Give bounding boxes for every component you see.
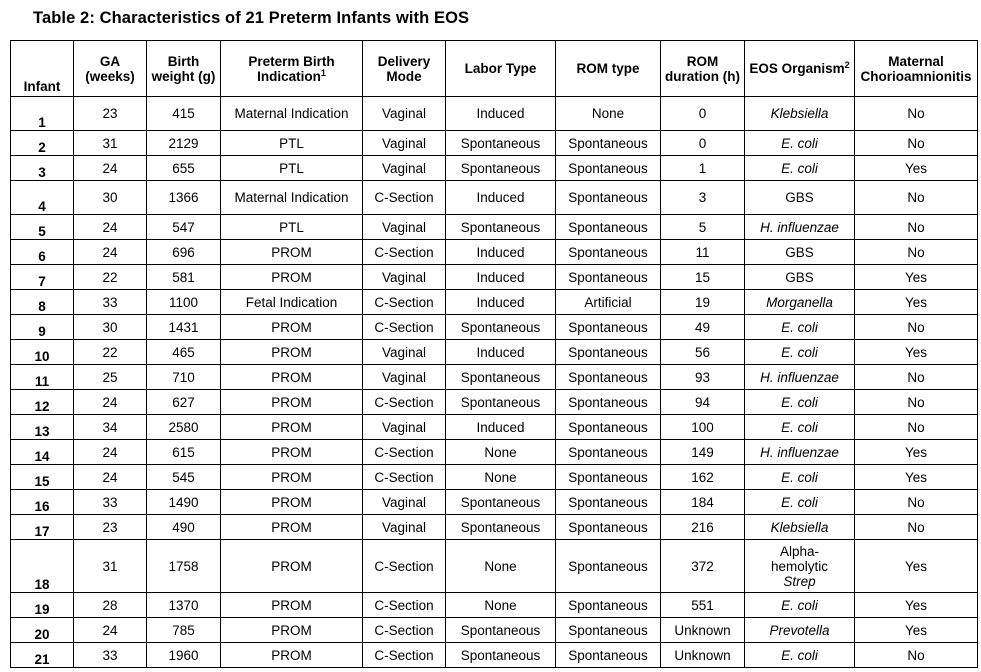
- cell-ga: 24: [74, 156, 147, 181]
- header-delivery-mode: Delivery Mode: [363, 41, 446, 97]
- cell-rom-duration: 5: [661, 215, 745, 240]
- cell-rom-duration: 216: [661, 515, 745, 540]
- cell-birth-weight: 615: [147, 440, 221, 465]
- cell-indication: PROM: [221, 415, 363, 440]
- cell-ga: 23: [74, 97, 147, 131]
- header-organism-label: EOS Organism: [749, 61, 845, 76]
- table-row: [11, 465, 978, 490]
- table-row: [11, 215, 978, 240]
- cell-infant: 8: [11, 290, 74, 315]
- cell-delivery-mode: C-Section: [363, 540, 446, 593]
- cell-rom-type: Spontaneous: [556, 593, 661, 618]
- cell-birth-weight: 785: [147, 618, 221, 643]
- cell-infant: 4: [11, 181, 74, 215]
- cell-chorioamnionitis: Yes: [855, 540, 978, 593]
- cell-rom-type: Spontaneous: [556, 131, 661, 156]
- cell-rom-duration: 372: [661, 540, 745, 593]
- cell-rom-type: Spontaneous: [556, 265, 661, 290]
- cell-infant: 18: [11, 540, 74, 593]
- cell-infant: 6: [11, 240, 74, 265]
- cell-chorioamnionitis: Yes: [855, 156, 978, 181]
- cell-birth-weight: 2129: [147, 131, 221, 156]
- cell-chorioamnionitis: No: [855, 365, 978, 390]
- cell-infant: 21: [11, 643, 74, 668]
- header-indication: [221, 41, 363, 97]
- cell-chorioamnionitis: No: [855, 97, 978, 131]
- cell-chorioamnionitis: Yes: [855, 440, 978, 465]
- cell-delivery-mode: C-Section: [363, 390, 446, 415]
- cell-delivery-mode: Vaginal: [363, 365, 446, 390]
- cell-ga: 30: [74, 315, 147, 340]
- cell-labor-type: Induced: [446, 181, 556, 215]
- cell-ga: 30: [74, 181, 147, 215]
- cell-labor-type: Induced: [446, 415, 556, 440]
- cell-infant: 11: [11, 365, 74, 390]
- cell-ga: 34: [74, 415, 147, 440]
- header-chorioamnionitis: Maternal Chorioamnionitis: [855, 41, 978, 97]
- cell-organism: GBS: [745, 265, 855, 290]
- organism-line: Alpha-: [779, 543, 820, 559]
- table-row: [11, 131, 978, 156]
- table-row: [11, 365, 978, 390]
- cell-delivery-mode: C-Section: [363, 315, 446, 340]
- cell-organism: E. coli: [745, 490, 855, 515]
- cell-birth-weight: 710: [147, 365, 221, 390]
- cell-rom-duration: 149: [661, 440, 745, 465]
- cell-ga: 22: [74, 340, 147, 365]
- cell-labor-type: Spontaneous: [446, 156, 556, 181]
- footnote-marker: 2: [844, 60, 850, 70]
- cell-rom-duration: 15: [661, 265, 745, 290]
- cell-rom-type: Spontaneous: [556, 643, 661, 668]
- cell-ga: 23: [74, 515, 147, 540]
- table-row: [11, 440, 978, 465]
- cell-delivery-mode: Vaginal: [363, 215, 446, 240]
- cell-labor-type: None: [446, 440, 556, 465]
- cell-infant: 12: [11, 390, 74, 415]
- table-row: [11, 340, 978, 365]
- cell-labor-type: Spontaneous: [446, 215, 556, 240]
- cell-chorioamnionitis: No: [855, 131, 978, 156]
- cell-rom-type: Spontaneous: [556, 618, 661, 643]
- cell-infant: 20: [11, 618, 74, 643]
- cell-rom-type: Spontaneous: [556, 181, 661, 215]
- cell-chorioamnionitis: No: [855, 181, 978, 215]
- cell-ga: 33: [74, 490, 147, 515]
- cell-rom-duration: Unknown: [661, 618, 745, 643]
- cell-rom-duration: 1: [661, 156, 745, 181]
- cell-birth-weight: 1431: [147, 315, 221, 340]
- cell-indication: PROM: [221, 593, 363, 618]
- cell-rom-type: Spontaneous: [556, 156, 661, 181]
- cell-organism: E. coli: [745, 465, 855, 490]
- cell-indication: PROM: [221, 265, 363, 290]
- cell-indication: PROM: [221, 340, 363, 365]
- cell-ga: 24: [74, 440, 147, 465]
- table-row: [11, 181, 978, 215]
- table-row: [11, 593, 978, 618]
- cell-indication: PROM: [221, 490, 363, 515]
- cell-delivery-mode: C-Section: [363, 465, 446, 490]
- cell-indication: PROM: [221, 315, 363, 340]
- cell-organism: GBS: [745, 240, 855, 265]
- cell-chorioamnionitis: Yes: [855, 593, 978, 618]
- cell-ga: 31: [74, 131, 147, 156]
- cell-infant: 7: [11, 265, 74, 290]
- cell-ga: 33: [74, 290, 147, 315]
- cell-rom-type: Spontaneous: [556, 465, 661, 490]
- cell-labor-type: Spontaneous: [446, 131, 556, 156]
- cell-organism: Morganella: [745, 290, 855, 315]
- table-title: Table 2: Characteristics of 21 Preterm Infants with EOS: [33, 9, 470, 27]
- cell-labor-type: Spontaneous: [446, 390, 556, 415]
- cell-labor-type: Spontaneous: [446, 515, 556, 540]
- organism-line: hemolytic: [770, 558, 829, 574]
- cell-rom-duration: 19: [661, 290, 745, 315]
- cell-indication: PROM: [221, 540, 363, 593]
- cell-organism: Klebsiella: [745, 515, 855, 540]
- cell-infant: 5: [11, 215, 74, 240]
- cell-labor-type: None: [446, 540, 556, 593]
- cell-rom-type: Spontaneous: [556, 365, 661, 390]
- cell-infant: 3: [11, 156, 74, 181]
- cell-ga: 24: [74, 465, 147, 490]
- cell-chorioamnionitis: Yes: [855, 618, 978, 643]
- cell-labor-type: Induced: [446, 290, 556, 315]
- header-labor-type: Labor Type: [446, 41, 556, 97]
- cell-labor-type: Spontaneous: [446, 618, 556, 643]
- cell-organism: [745, 540, 855, 593]
- cell-organism: E. coli: [745, 340, 855, 365]
- footnote-marker: 1: [320, 67, 326, 78]
- cell-rom-type: Spontaneous: [556, 215, 661, 240]
- cell-delivery-mode: C-Section: [363, 440, 446, 465]
- cell-birth-weight: 1758: [147, 540, 221, 593]
- cell-chorioamnionitis: Yes: [855, 465, 978, 490]
- header-infant: Infant: [11, 41, 74, 97]
- table-row: [11, 290, 978, 315]
- cell-rom-type: Artificial: [556, 290, 661, 315]
- cell-infant: 16: [11, 490, 74, 515]
- cell-chorioamnionitis: Yes: [855, 290, 978, 315]
- cell-delivery-mode: Vaginal: [363, 415, 446, 440]
- cell-ga: 24: [74, 215, 147, 240]
- cell-indication: PTL: [221, 156, 363, 181]
- cell-chorioamnionitis: No: [855, 390, 978, 415]
- header-indication-label: Preterm Birth Indication: [248, 53, 335, 84]
- cell-organism: E. coli: [745, 315, 855, 340]
- cell-chorioamnionitis: No: [855, 490, 978, 515]
- cell-labor-type: Induced: [446, 265, 556, 290]
- cell-labor-type: Spontaneous: [446, 315, 556, 340]
- cell-indication: PROM: [221, 618, 363, 643]
- cell-delivery-mode: Vaginal: [363, 131, 446, 156]
- cell-indication: Fetal Indication: [221, 290, 363, 315]
- cell-organism: E. coli: [745, 131, 855, 156]
- cell-rom-type: Spontaneous: [556, 340, 661, 365]
- table-row: [11, 97, 978, 131]
- cell-delivery-mode: Vaginal: [363, 265, 446, 290]
- cell-indication: PROM: [221, 365, 363, 390]
- cell-organism: H. influenzae: [745, 365, 855, 390]
- cell-infant: 14: [11, 440, 74, 465]
- cell-chorioamnionitis: No: [855, 215, 978, 240]
- cell-delivery-mode: C-Section: [363, 240, 446, 265]
- cell-birth-weight: 465: [147, 340, 221, 365]
- header-organism: [745, 41, 855, 97]
- header-ga: GA (weeks): [74, 41, 147, 97]
- cell-organism: H. influenzae: [745, 215, 855, 240]
- cell-labor-type: Spontaneous: [446, 365, 556, 390]
- cell-rom-duration: 0: [661, 131, 745, 156]
- table-row: [11, 618, 978, 643]
- cell-rom-duration: 184: [661, 490, 745, 515]
- cell-delivery-mode: C-Section: [363, 593, 446, 618]
- cell-labor-type: Spontaneous: [446, 490, 556, 515]
- table-row: [11, 415, 978, 440]
- cell-birth-weight: 696: [147, 240, 221, 265]
- cell-infant: 19: [11, 593, 74, 618]
- cell-infant: 13: [11, 415, 74, 440]
- cell-organism: E. coli: [745, 643, 855, 668]
- cell-birth-weight: 415: [147, 97, 221, 131]
- cell-delivery-mode: Vaginal: [363, 515, 446, 540]
- cell-labor-type: Induced: [446, 340, 556, 365]
- table-row: [11, 515, 978, 540]
- cell-rom-duration: 94: [661, 390, 745, 415]
- table-row: [11, 156, 978, 181]
- cell-labor-type: Spontaneous: [446, 643, 556, 668]
- cell-birth-weight: 1370: [147, 593, 221, 618]
- table-row: [11, 265, 978, 290]
- cell-delivery-mode: C-Section: [363, 618, 446, 643]
- cell-ga: 33: [74, 643, 147, 668]
- table-row: [11, 240, 978, 265]
- cell-delivery-mode: Vaginal: [363, 97, 446, 131]
- cell-indication: PTL: [221, 215, 363, 240]
- cell-delivery-mode: Vaginal: [363, 156, 446, 181]
- table-row: [11, 390, 978, 415]
- cell-birth-weight: 1366: [147, 181, 221, 215]
- table-row: [11, 540, 978, 593]
- cell-birth-weight: 545: [147, 465, 221, 490]
- cell-chorioamnionitis: Yes: [855, 340, 978, 365]
- cell-indication: Maternal Indication: [221, 181, 363, 215]
- cell-ga: 24: [74, 390, 147, 415]
- cell-organism: Klebsiella: [745, 97, 855, 131]
- cell-indication: PROM: [221, 643, 363, 668]
- cell-rom-type: None: [556, 97, 661, 131]
- cell-rom-duration: 0: [661, 97, 745, 131]
- cell-chorioamnionitis: Yes: [855, 265, 978, 290]
- organism-line: Strep: [783, 573, 816, 589]
- cell-organism: E. coli: [745, 156, 855, 181]
- cell-birth-weight: 1100: [147, 290, 221, 315]
- cell-rom-type: Spontaneous: [556, 315, 661, 340]
- cell-birth-weight: 655: [147, 156, 221, 181]
- cell-ga: 22: [74, 265, 147, 290]
- table-row: [11, 490, 978, 515]
- cell-infant: 2: [11, 131, 74, 156]
- cell-rom-type: Spontaneous: [556, 515, 661, 540]
- cell-chorioamnionitis: No: [855, 240, 978, 265]
- cell-birth-weight: 490: [147, 515, 221, 540]
- cell-organism: H. influenzae: [745, 440, 855, 465]
- cell-organism: GBS: [745, 181, 855, 215]
- cell-labor-type: None: [446, 593, 556, 618]
- cell-rom-duration: 11: [661, 240, 745, 265]
- cell-organism: Prevotella: [745, 618, 855, 643]
- cell-birth-weight: 627: [147, 390, 221, 415]
- cell-delivery-mode: Vaginal: [363, 340, 446, 365]
- cell-ga: 25: [74, 365, 147, 390]
- cell-birth-weight: 1490: [147, 490, 221, 515]
- header-rom-type: ROM type: [556, 41, 661, 97]
- cell-rom-duration: 162: [661, 465, 745, 490]
- cell-birth-weight: 1960: [147, 643, 221, 668]
- cell-rom-type: Spontaneous: [556, 490, 661, 515]
- cell-labor-type: None: [446, 465, 556, 490]
- table-row: [11, 643, 978, 668]
- infant-characteristics-table: [10, 40, 978, 668]
- cell-rom-type: Spontaneous: [556, 415, 661, 440]
- cell-rom-duration: 93: [661, 365, 745, 390]
- cell-indication: PTL: [221, 131, 363, 156]
- cell-indication: PROM: [221, 515, 363, 540]
- header-birth-weight: Birth weight (g): [147, 41, 221, 97]
- cell-chorioamnionitis: No: [855, 643, 978, 668]
- cell-rom-duration: 3: [661, 181, 745, 215]
- cell-chorioamnionitis: No: [855, 415, 978, 440]
- cell-infant: 17: [11, 515, 74, 540]
- cell-birth-weight: 2580: [147, 415, 221, 440]
- cell-birth-weight: 581: [147, 265, 221, 290]
- cell-infant: 1: [11, 97, 74, 131]
- cell-rom-type: Spontaneous: [556, 240, 661, 265]
- cell-labor-type: Induced: [446, 240, 556, 265]
- cell-labor-type: Induced: [446, 97, 556, 131]
- cell-delivery-mode: C-Section: [363, 643, 446, 668]
- cell-indication: Maternal Indication: [221, 97, 363, 131]
- cell-rom-duration: 100: [661, 415, 745, 440]
- cell-ga: 24: [74, 618, 147, 643]
- cell-indication: PROM: [221, 390, 363, 415]
- cell-rom-type: Spontaneous: [556, 540, 661, 593]
- cell-ga: 24: [74, 240, 147, 265]
- table-row: [11, 315, 978, 340]
- cell-rom-duration: 551: [661, 593, 745, 618]
- cell-organism: E. coli: [745, 390, 855, 415]
- cell-organism: E. coli: [745, 593, 855, 618]
- cell-indication: PROM: [221, 440, 363, 465]
- header-row: [11, 41, 978, 97]
- cell-rom-duration: Unknown: [661, 643, 745, 668]
- cell-infant: 10: [11, 340, 74, 365]
- cell-infant: 9: [11, 315, 74, 340]
- cell-rom-duration: 49: [661, 315, 745, 340]
- cell-infant: 15: [11, 465, 74, 490]
- cell-chorioamnionitis: No: [855, 315, 978, 340]
- header-rom-duration: ROM duration (h): [661, 41, 745, 97]
- cell-rom-type: Spontaneous: [556, 440, 661, 465]
- cell-chorioamnionitis: No: [855, 515, 978, 540]
- cell-rom-type: Spontaneous: [556, 390, 661, 415]
- cell-ga: 31: [74, 540, 147, 593]
- cell-delivery-mode: C-Section: [363, 290, 446, 315]
- cell-birth-weight: 547: [147, 215, 221, 240]
- cell-organism: E. coli: [745, 415, 855, 440]
- cell-indication: PROM: [221, 240, 363, 265]
- cell-delivery-mode: Vaginal: [363, 490, 446, 515]
- cell-indication: PROM: [221, 465, 363, 490]
- cell-rom-duration: 56: [661, 340, 745, 365]
- cell-delivery-mode: C-Section: [363, 181, 446, 215]
- cell-ga: 28: [74, 593, 147, 618]
